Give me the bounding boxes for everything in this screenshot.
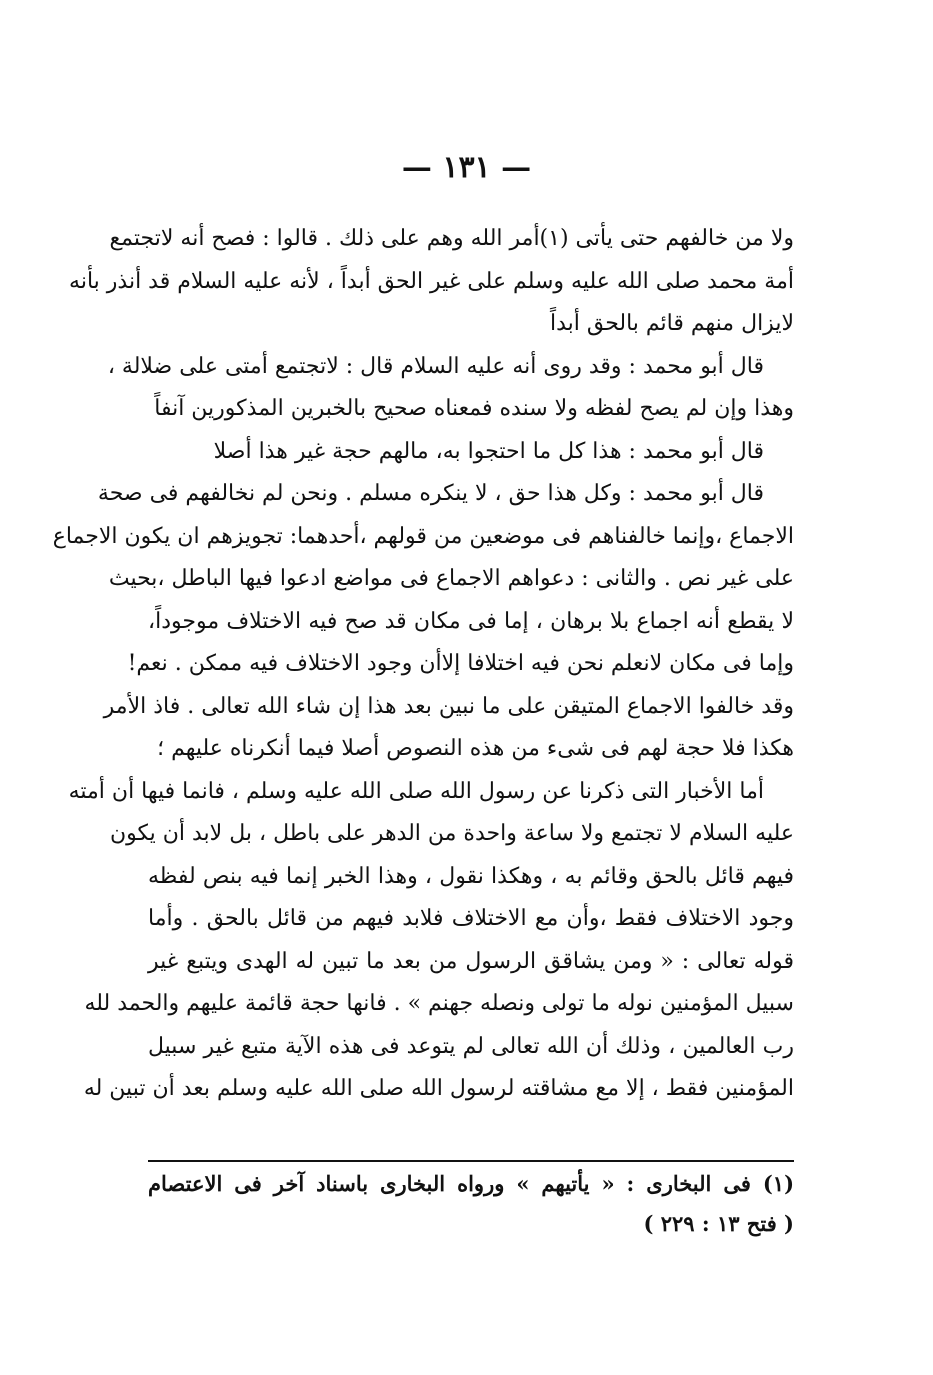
text-line: فيهم قائل بالحق وقائم به ، وهكذا نقول ، وهذا الخبر إنما فيه بنص لفظه [148, 863, 794, 889]
footnote-line: (١) فى البخارى : « يأتيهم » ورواه البخارى باسناد آخر فى الاعتصام [148, 1171, 794, 1196]
text-line: رب العالمين ، وذلك أن الله تعالى لم يتوعد فى هذه الآية متبع غير سبيل [148, 1033, 794, 1059]
text-line: أمة محمد صلى الله عليه وسلم على غير الحق أبداً ، لأنه عليه السلام قد أنذر بأنه [69, 268, 794, 294]
text-line: عليه السلام لا تجتمع ولا ساعة واحدة من الدهر على باطل ، بل لابد أن يكون [109, 821, 794, 846]
text-line: المؤمنين فقط ، إلا مع مشاقته لرسول الله صلى الله عليه وسلم بعد أن تبين له [83, 1076, 794, 1101]
text-line: سبيل المؤمنين نوله ما تولى ونصله جهنم » . فانها حجة قائمة عليهم والحمد لله [84, 991, 794, 1016]
text-line: وجود الاختلاف فقط ،وأن مع الاختلاف فلابد فيهم من قائل بالحق . وأما [148, 906, 794, 931]
footnote-line: ( فتح ١٣ : ٢٢٩ ) [643, 1211, 794, 1236]
text-line: قال أبو محمد : وقد روى أنه عليه السلام قال : لاتجتمع أمتى على ضلالة ، [107, 353, 764, 379]
main-text [52, 218, 794, 1111]
footnotes [148, 1164, 794, 1244]
page-number: — ١٣١ — [401, 150, 532, 185]
text-line: على غير نص . والثانى : دعواهم الاجماع فى مواضع ادعوا فيها الباطل ،بحيث [108, 566, 794, 591]
text-line: لا يقطع أنه اجماع بلا برهان ، إما فى مكان قد صح فيه الاختلاف موجوداً، [148, 608, 794, 634]
text-line: قال أبو محمد : هذا كل ما احتجوا به، مالهم حجة غير هذا أصلا [213, 438, 764, 464]
text-line: ولا من خالفهم حتى يأتى (١)أمر الله وهم على ذلك . قالوا : فصح أنه لاتجتمع [109, 226, 794, 251]
text-line: وإما فى مكان لانعلم نحن فيه اختلافا إلاأن وجود الاختلاف فيه ممكن . نعم! [127, 651, 794, 676]
text-line: قال أبو محمد : وكل هذا حق ، لا ينكره مسلم . ونحن لم نخالفهم فى صحة [97, 481, 764, 506]
text-line: وقد خالفوا الاجماع المتيقن على ما نبين بعد هذا إن شاء الله تعالى . فاذ الأمر [103, 693, 794, 719]
text-line: لايزال منهم قائم بالحق أبداً [549, 311, 794, 336]
text-line: أما الأخبار التى ذكرنا عن رسول الله صلى الله عليه وسلم ، فانما فيها أن أمته [68, 778, 764, 804]
text-line: قوله تعالى : « ومن يشاقق الرسول من بعد ما تبين له الهدى ويتبع غير [148, 948, 794, 974]
text-line: وهذا وإن لم يصح لفظه ولا سنده فمعناه صحيح بالخبرين المذكورين آنفاً [154, 396, 794, 421]
footnote-divider [148, 1160, 794, 1162]
text-line: الاجماع ،وإنما خالفناهم فى موضعين من قولهم ،أحدهما: تجويزهم ان يكون الاجماع [52, 523, 794, 549]
text-line: هكذا فلا حجة لهم فى شىء من هذه النصوص أصلا فيما أنكرناه عليهم ؛ [157, 736, 794, 761]
